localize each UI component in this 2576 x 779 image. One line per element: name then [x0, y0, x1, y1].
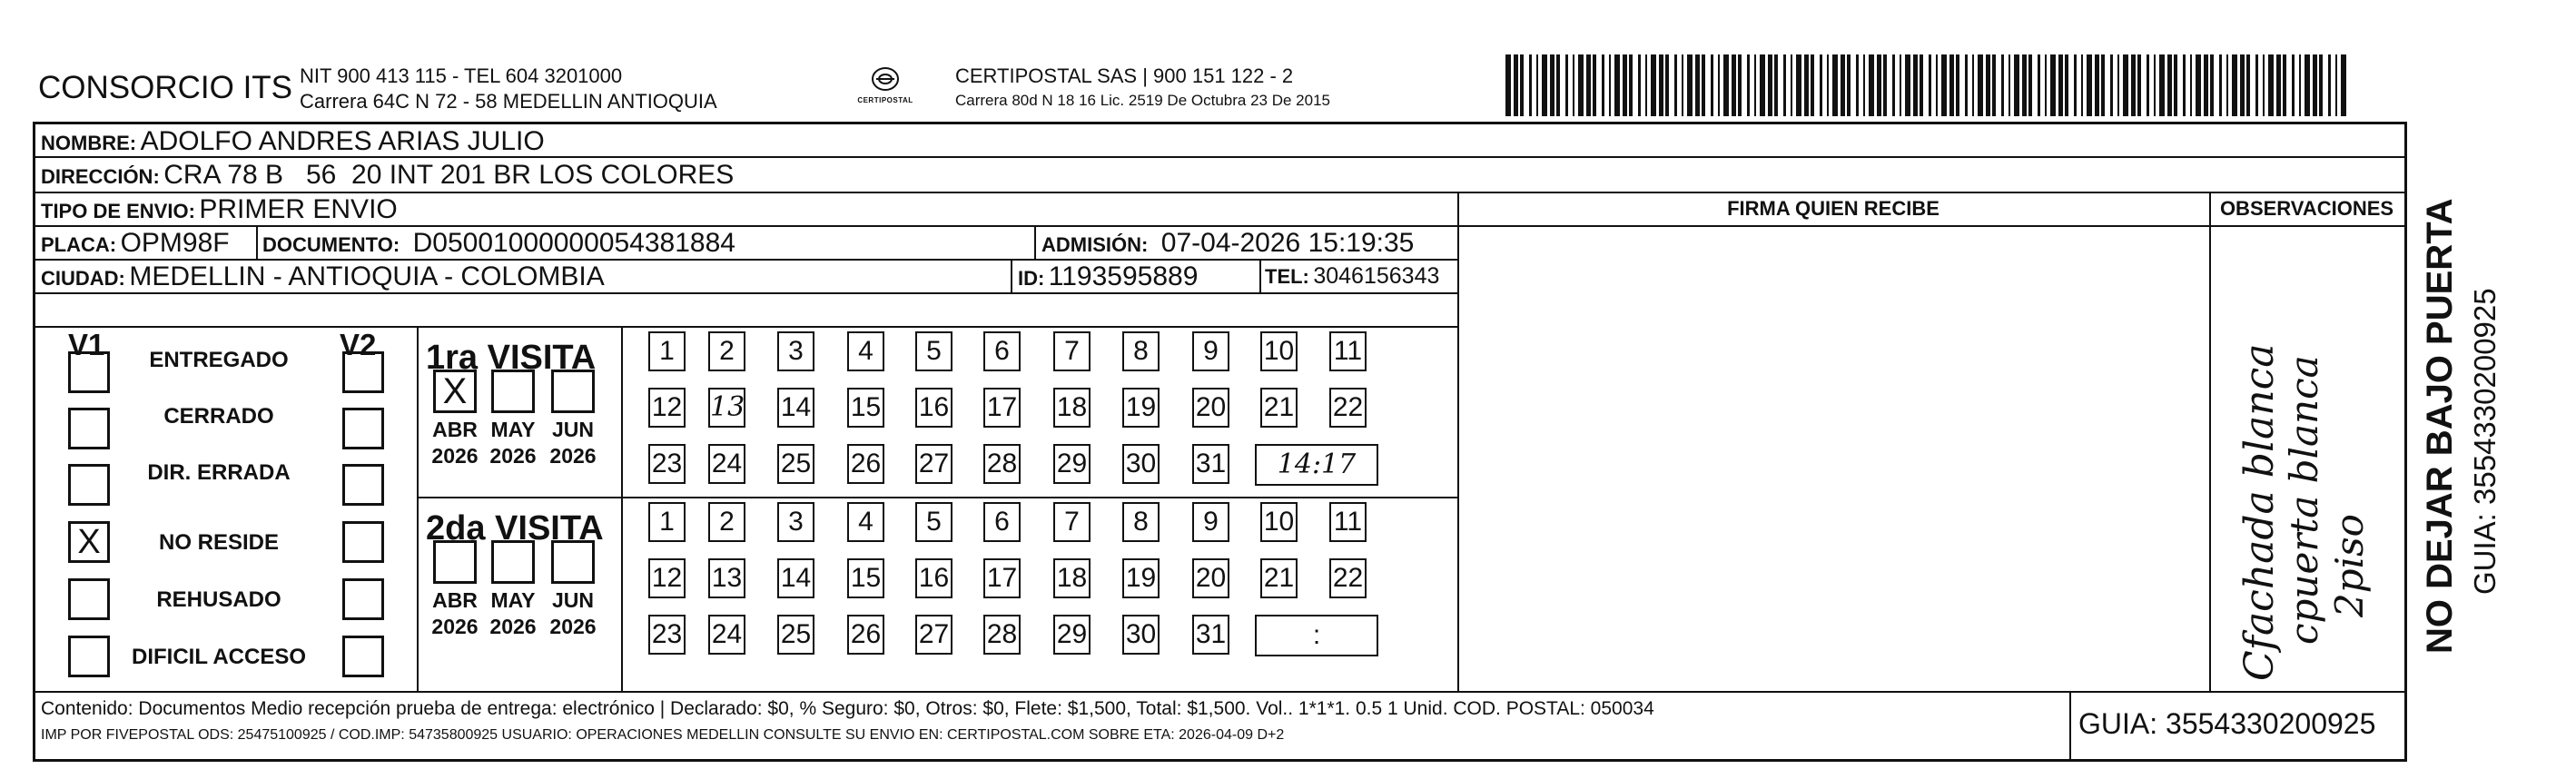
visit1-day-box[interactable]: 6	[983, 331, 1021, 371]
barcode-bar	[1747, 54, 1750, 116]
observaciones-line-3: 2piso	[2327, 514, 2372, 617]
admision-value: 07-04-2026 15:19:35	[1160, 228, 1415, 258]
barcode-bar	[1638, 54, 1641, 116]
tipo-envio-row	[41, 194, 398, 225]
visit1-day-box[interactable]: 30	[1122, 444, 1160, 484]
footer-guia: GUIA: 3554330200925	[2078, 707, 2376, 740]
month-year: 2026	[489, 443, 537, 468]
month-name: JUN	[551, 588, 594, 612]
id-field	[1018, 261, 1198, 292]
barcode	[1505, 54, 2350, 116]
barcode-bar	[2123, 54, 2128, 116]
barcode-bar	[2328, 54, 2331, 116]
month-year: 2026	[549, 614, 597, 638]
visit2-day-box[interactable]: 26	[847, 615, 884, 655]
visit2-day-box[interactable]: 21	[1260, 558, 1298, 598]
barcode-bar	[2292, 54, 2295, 116]
visit1-day-box[interactable]: 27	[915, 444, 952, 484]
visit2-day-box[interactable]: 1	[648, 502, 686, 542]
barcode-bar	[1645, 54, 1647, 116]
visit2-day-box[interactable]: 25	[777, 615, 814, 655]
barcode-bar	[1827, 54, 1829, 116]
visit2-day-box[interactable]: 16	[915, 558, 952, 598]
barcode-bar	[1536, 54, 1538, 116]
barcode-bar	[2028, 54, 2032, 116]
nombre-label: NOMBRE:	[41, 132, 137, 154]
id-label: ID:	[1018, 267, 1045, 290]
visit1-month-label	[484, 417, 542, 469]
barcode-bar	[1820, 54, 1822, 116]
barcode-bar	[2008, 54, 2010, 116]
documento-value: D05001000000054381884	[412, 228, 735, 258]
ciudad-label: CIUDAD:	[41, 267, 125, 290]
visit2-day-box[interactable]: 28	[983, 615, 1021, 655]
barcode-bar	[1965, 54, 1968, 116]
visit2-day-box[interactable]: 29	[1053, 615, 1091, 655]
admision-field	[1041, 228, 1414, 259]
barcode-bar	[2154, 54, 2156, 116]
barcode-bar	[1614, 54, 1620, 116]
v1-checkbox[interactable]	[68, 464, 110, 506]
month-year: 2026	[549, 443, 597, 468]
visit2-day-box[interactable]: 9	[1192, 502, 1229, 542]
v1-checkbox[interactable]	[68, 578, 110, 620]
barcode-bar	[2087, 54, 2092, 116]
barcode-bar	[2276, 54, 2281, 116]
barcode-bar	[1520, 54, 1524, 116]
visit2-time-box[interactable]: :	[1255, 615, 1378, 656]
direccion-label: DIRECCIÓN:	[41, 165, 160, 188]
v1-checkbox[interactable]	[68, 408, 110, 449]
month-name: MAY	[490, 588, 536, 612]
barcode-bar	[1659, 54, 1663, 116]
barcode-bar	[1883, 54, 1887, 116]
documento-field	[262, 228, 735, 259]
observaciones-area	[2211, 227, 2403, 689]
barcode-bar	[1682, 54, 1683, 116]
barcode-bar	[2117, 54, 2119, 116]
visit2-day-box[interactable]: 2	[708, 502, 745, 542]
visit1-month-checkbox[interactable]	[551, 370, 595, 413]
barcode-bar	[1892, 54, 1895, 116]
placa-value: OPM98F	[120, 228, 230, 258]
barcode-bar	[1723, 54, 1729, 116]
visit1-day-box[interactable]: 29	[1053, 444, 1091, 484]
nombre-row	[41, 126, 545, 157]
barcode-bar	[2050, 54, 2056, 116]
visit2-day-box[interactable]: 30	[1122, 615, 1160, 655]
placa-field	[41, 228, 230, 259]
side-guia: GUIA: 3554330200925	[2468, 288, 2502, 595]
barcode-bar	[1760, 54, 1765, 116]
ciudad-value: MEDELLIN - ANTIOQUIA - COLOMBIA	[129, 261, 605, 291]
direccion-row	[41, 160, 734, 191]
visit2-day-box[interactable]: 20	[1192, 558, 1229, 598]
barcode-bar	[1863, 54, 1865, 116]
visit2-day-box[interactable]: 19	[1122, 558, 1160, 598]
barcode-bar	[1936, 54, 1938, 116]
barcode-bar	[1718, 54, 1720, 116]
documento-label: DOCUMENTO:	[262, 233, 400, 256]
barcode-bar	[2204, 54, 2208, 116]
visit1-day-box[interactable]: 7	[1053, 331, 1091, 371]
barcode-bar	[1695, 54, 1700, 116]
v1-header: V1	[68, 328, 105, 361]
barcode-bar	[2038, 54, 2040, 116]
barcode-bar	[1847, 54, 1851, 116]
barcode-bar	[2283, 54, 2286, 116]
barcode-bar	[2167, 54, 2172, 116]
visit2-day-box[interactable]: 22	[1329, 558, 1367, 598]
footer-line2: IMP POR FIVEPOSTAL ODS: 25475100925 / COD.IMP: 54735800925 USUARIO: OPERACIONES MEDELLIN CONSULTE SU ENVIO EN: CERTIPOSTAL.COM SOBRE ETA: 2026-04-09 D+2	[41, 727, 1285, 743]
barcode-bar	[2226, 54, 2228, 116]
barcode-bar	[1629, 54, 1633, 116]
barcode-bar	[1929, 54, 1931, 116]
visit2-day-box[interactable]: 8	[1122, 502, 1160, 542]
barcode-bar	[1791, 54, 1792, 116]
barcode-bar	[1738, 54, 1742, 116]
status-label: REHUSADO	[156, 587, 281, 612]
visit2-day-box[interactable]: 13	[708, 558, 745, 598]
barcode-bar	[2022, 54, 2027, 116]
visit1-time-box[interactable]: 14:17	[1255, 444, 1378, 486]
barcode-bar	[2219, 54, 2222, 116]
barcode-bar	[1514, 54, 1518, 116]
tipo-envio-label: TIPO DE ENVIO:	[41, 200, 195, 222]
v1-checkbox[interactable]	[68, 636, 110, 677]
barcode-bar	[2065, 54, 2068, 116]
placa-label: PLACA:	[41, 233, 117, 256]
barcode-bar	[1542, 54, 1547, 116]
visit1-day-box[interactable]: 18	[1053, 388, 1091, 428]
barcode-bar	[1651, 54, 1656, 116]
visit2-day-box[interactable]: 3	[777, 502, 814, 542]
footer-line1: Contenido: Documentos Medio recepción prueba de entrega: electrónico | Declarado: $0, % Seguro: $0, Otros: $0, Flete: $1,500, Total: $1,500. Vol.. 1*1*1. 0.5 1 Unid. COD. POSTAL: 050034	[41, 698, 1654, 719]
visit2-day-box[interactable]: 7	[1053, 502, 1091, 542]
v2-checkbox[interactable]	[342, 578, 384, 620]
barcode-bar	[1804, 54, 1809, 116]
barcode-bar	[2081, 54, 2083, 116]
barcode-bar	[2232, 54, 2237, 116]
barcode-bar	[1602, 54, 1604, 116]
v2-checkbox[interactable]	[342, 351, 384, 393]
barcode-bar	[2341, 54, 2346, 116]
visit1-day-box[interactable]: 15	[847, 388, 884, 428]
v2-checkbox[interactable]	[342, 521, 384, 563]
month-name: ABR	[432, 588, 478, 612]
barcode-bar	[2263, 54, 2265, 116]
barcode-bar	[1623, 54, 1627, 116]
barcode-bar	[1913, 54, 1918, 116]
v2-checkbox[interactable]	[342, 408, 384, 449]
barcode-bar	[1732, 54, 1736, 116]
tipo-envio-value: PRIMER ENVIO	[199, 194, 398, 224]
certipostal-logo	[858, 65, 913, 111]
direccion-value: CRA 78 B 56 20 INT 201 BR LOS COLORES	[163, 160, 735, 190]
visit1-month-checkbox[interactable]: X	[433, 370, 477, 413]
visit2-month-label	[484, 587, 542, 640]
logo-label: CERTIPOSTAL	[857, 96, 913, 104]
status-label: DIR. ERRADA	[147, 460, 291, 485]
certipostal-info-line1: CERTIPOSTAL SAS | 900 151 122 - 2	[955, 64, 1294, 87]
barcode-bar	[1550, 54, 1554, 116]
barcode-bar	[2014, 54, 2019, 116]
barcode-bar	[1754, 54, 1756, 116]
barcode-bar	[2335, 54, 2337, 116]
barcode-bar	[1609, 54, 1611, 116]
visit1-month-label	[544, 417, 602, 469]
v2-header: V2	[340, 328, 377, 361]
visit1-day-box[interactable]: 17	[983, 388, 1021, 428]
barcode-bar	[2058, 54, 2063, 116]
visit2-day-box[interactable]: 27	[915, 615, 952, 655]
barcode-bar	[1556, 54, 1560, 116]
visit1-day-box[interactable]: 20	[1192, 388, 1229, 428]
month-name: JUN	[551, 418, 594, 441]
visit1-day-box[interactable]: 21	[1260, 388, 1298, 428]
barcode-bar	[1674, 54, 1677, 116]
barcode-bar	[1783, 54, 1786, 116]
barcode-bar	[1978, 54, 1983, 116]
barcode-bar	[2190, 54, 2192, 116]
status-label: ENTREGADO	[149, 348, 289, 372]
v2-checkbox[interactable]	[342, 636, 384, 677]
visit2-title: 2da VISITA	[426, 509, 604, 547]
side-warning: NO DEJAR BAJO PUERTA	[2420, 198, 2460, 654]
tel-field	[1265, 263, 1439, 290]
certipostal-info-line2: Carrera 80d N 18 16 Lic. 2519 De Octubra 23 De 2015	[955, 92, 1330, 109]
visit1-day-box[interactable]: 5	[915, 331, 952, 371]
barcode-bar	[2255, 54, 2258, 116]
visit1-day-box[interactable]: 4	[847, 331, 884, 371]
visit1-day-box[interactable]: 16	[915, 388, 952, 428]
visit2-day-box[interactable]: 12	[648, 558, 686, 598]
barcode-bar	[1832, 54, 1838, 116]
visit2-day-box[interactable]: 4	[847, 502, 884, 542]
visit2-day-box[interactable]: 10	[1260, 502, 1298, 542]
visit2-day-box[interactable]: 23	[648, 615, 686, 655]
barcode-bar	[1941, 54, 1947, 116]
visit2-day-box[interactable]: 14	[777, 558, 814, 598]
barcode-bar	[1702, 54, 1705, 116]
ciudad-field	[41, 261, 605, 292]
barcode-bar	[1565, 54, 1568, 116]
barcode-bar	[2210, 54, 2214, 116]
visit1-title: 1ra VISITA	[426, 339, 597, 377]
barcode-bar	[2045, 54, 2047, 116]
barcode-bar	[2183, 54, 2186, 116]
visit1-month-label	[426, 417, 484, 469]
tel-value: 3046156343	[1313, 263, 1440, 289]
barcode-bar	[1856, 54, 1859, 116]
company-info-line2: Carrera 64C N 72 - 58 MEDELLIN ANTIOQUIA	[300, 90, 717, 113]
visit1-day-box[interactable]: 8	[1122, 331, 1160, 371]
barcode-bar	[1905, 54, 1910, 116]
visit1-day-box[interactable]: 28	[983, 444, 1021, 484]
v1-checkbox[interactable]: X	[68, 521, 110, 563]
barcode-bar	[1949, 54, 1954, 116]
visit1-day-box[interactable]: 3	[777, 331, 814, 371]
barcode-bar	[2174, 54, 2177, 116]
visit1-day-box[interactable]: 14	[777, 388, 814, 428]
observaciones-header: OBSERVACIONES	[2219, 197, 2394, 220]
company-info-line1: NIT 900 413 115 - TEL 604 3201000	[300, 64, 623, 87]
month-name: ABR	[432, 418, 478, 441]
barcode-bar	[2137, 54, 2141, 116]
v1-checkbox[interactable]	[68, 351, 110, 393]
barcode-bar	[2147, 54, 2149, 116]
visit1-day-box[interactable]: 31	[1192, 444, 1229, 484]
id-value: 1193595889	[1048, 261, 1199, 291]
visit2-day-box[interactable]: 24	[708, 615, 745, 655]
barcode-bar	[1956, 54, 1959, 116]
barcode-bar	[1869, 54, 1874, 116]
barcode-bar	[1505, 54, 1511, 116]
barcode-bar	[2196, 54, 2201, 116]
barcode-bar	[1972, 54, 1974, 116]
visit2-month-checkbox[interactable]	[433, 540, 477, 584]
visit2-day-box[interactable]: 15	[847, 558, 884, 598]
barcode-bar	[1529, 54, 1532, 116]
shipping-form	[33, 122, 2407, 762]
month-year: 2026	[431, 443, 479, 468]
visit1-day-box[interactable]: 19	[1122, 388, 1160, 428]
visit2-day-box[interactable]: 6	[983, 502, 1021, 542]
barcode-bar	[2313, 54, 2317, 116]
status-label: DIFICIL ACCESO	[131, 645, 306, 669]
visit1-day-box[interactable]: 11	[1329, 331, 1367, 371]
barcode-bar	[2240, 54, 2245, 116]
nombre-value: ADOLFO ANDRES ARIAS JULIO	[140, 126, 545, 156]
visit2-day-box[interactable]: 5	[915, 502, 952, 542]
barcode-bar	[1811, 54, 1814, 116]
barcode-bar	[1877, 54, 1881, 116]
barcode-bar	[1687, 54, 1693, 116]
barcode-bar	[1711, 54, 1713, 116]
barcode-bar	[1841, 54, 1845, 116]
barcode-bar	[2159, 54, 2165, 116]
barcode-bar	[2246, 54, 2250, 116]
tel-label: TEL:	[1265, 265, 1309, 288]
barcode-bar	[2101, 54, 2105, 116]
company-name: CONSORCIO ITS	[38, 70, 293, 105]
barcode-bar	[1986, 54, 1990, 116]
visit1-day-box[interactable]: 10	[1260, 331, 1298, 371]
barcode-bar	[1665, 54, 1669, 116]
barcode-bar	[1992, 54, 1996, 116]
barcode-bar	[1900, 54, 1901, 116]
visit2-day-box[interactable]: 11	[1329, 502, 1367, 542]
barcode-bar	[1768, 54, 1772, 116]
barcode-bar	[2095, 54, 2099, 116]
barcode-bar	[1920, 54, 1923, 116]
signature-area	[1459, 227, 2207, 689]
status-label: CERRADO	[163, 404, 274, 429]
status-label: NO RESIDE	[158, 530, 280, 555]
barcode-bar	[1796, 54, 1801, 116]
month-name: MAY	[490, 418, 536, 441]
barcode-bar	[1573, 54, 1574, 116]
visit2-month-label	[544, 587, 602, 640]
observaciones-line-1: Cfachada blanca	[2236, 343, 2283, 681]
visit1-month-checkbox[interactable]	[491, 370, 535, 413]
visit2-month-checkbox[interactable]	[551, 540, 595, 584]
barcode-bar	[2074, 54, 2077, 116]
visit1-day-box[interactable]: 2	[708, 331, 745, 371]
visit2-day-box[interactable]: 18	[1053, 558, 1091, 598]
barcode-bar	[2110, 54, 2113, 116]
firma-header: FIRMA QUIEN RECIBE	[1727, 197, 1939, 220]
visit2-day-box[interactable]: 17	[983, 558, 1021, 598]
barcode-bar	[1593, 54, 1596, 116]
visit1-day-box[interactable]: 1	[648, 331, 686, 371]
barcode-bar	[2299, 54, 2301, 116]
barcode-bar	[2319, 54, 2323, 116]
barcode-bar	[1774, 54, 1778, 116]
visit2-month-checkbox[interactable]	[491, 540, 535, 584]
visit2-day-box[interactable]: 31	[1192, 615, 1229, 655]
visit1-day-box[interactable]: 13	[708, 388, 745, 428]
v2-checkbox[interactable]	[342, 464, 384, 506]
barcode-bar	[2131, 54, 2136, 116]
barcode-bar	[2001, 54, 2004, 116]
admision-label: ADMISIÓN:	[1041, 233, 1149, 256]
barcode-bar	[1586, 54, 1591, 116]
barcode-bar	[2268, 54, 2274, 116]
visit1-day-box[interactable]: 24	[708, 444, 745, 484]
visit1-day-box[interactable]: 12	[648, 388, 686, 428]
visit1-day-box[interactable]: 26	[847, 444, 884, 484]
month-year: 2026	[431, 614, 479, 638]
visit1-day-box[interactable]: 9	[1192, 331, 1229, 371]
observaciones-line-2: cpuerta blanca	[2282, 355, 2326, 645]
visit1-day-box[interactable]: 22	[1329, 388, 1367, 428]
visit2-month-label	[426, 587, 484, 640]
visit1-day-box[interactable]: 25	[777, 444, 814, 484]
month-year: 2026	[489, 614, 537, 638]
visit1-day-box[interactable]: 23	[648, 444, 686, 484]
barcode-bar	[2305, 54, 2310, 116]
barcode-bar	[1578, 54, 1584, 116]
